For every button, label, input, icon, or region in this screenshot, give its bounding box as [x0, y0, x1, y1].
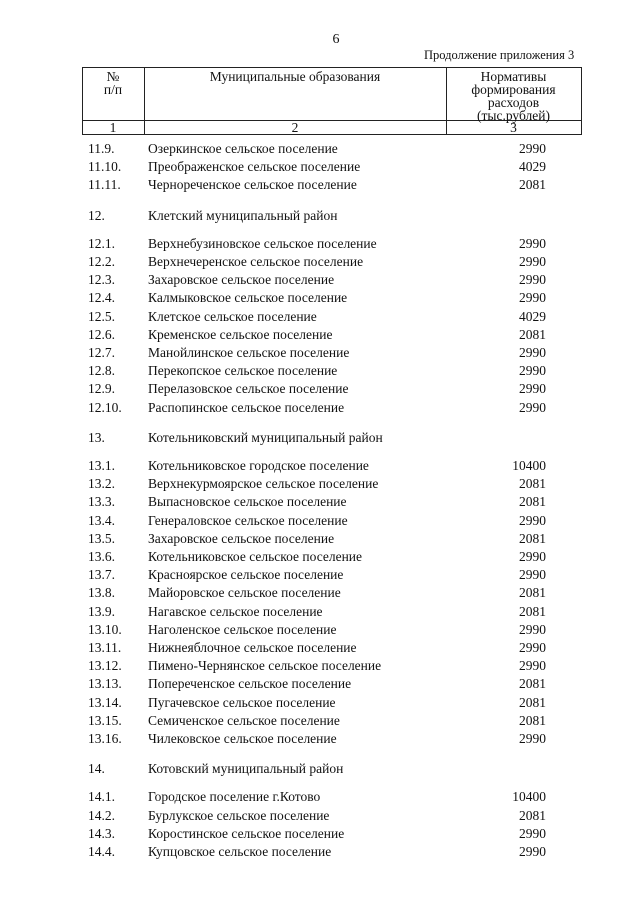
row-number: 13.8.	[88, 585, 115, 601]
municipality-name: Городское поселение г.Котово	[148, 789, 321, 805]
table-row	[0, 475, 640, 493]
municipality-name: Нагавское сельское поселение	[148, 603, 323, 619]
norm-value: 2990	[519, 567, 546, 583]
row-number: 13.14.	[88, 694, 122, 710]
district-row	[0, 760, 640, 778]
norm-value: 2990	[519, 272, 546, 288]
municipality-name: Калмыковское сельское поселение	[148, 290, 348, 306]
norm-value: 4029	[519, 159, 546, 175]
row-number: 12.2.	[88, 254, 115, 269]
row-number: 12.3.	[88, 272, 115, 288]
table-row	[0, 566, 640, 584]
norm-value: 2990	[519, 290, 546, 306]
table-row	[0, 530, 640, 548]
table-row	[0, 712, 640, 730]
row-number: 13.7.	[88, 567, 115, 583]
table-row	[0, 694, 640, 712]
norm-value: 2081	[519, 326, 546, 342]
municipality-name: Купцовское сельское поселение	[148, 844, 332, 859]
row-number: 11.9.	[88, 141, 115, 156]
row-number: 13.	[88, 429, 105, 445]
norm-value: 2990	[519, 363, 546, 379]
district-name: Клетский муниципальный район	[148, 207, 338, 223]
district-name: Котовский муниципальный район	[148, 761, 344, 777]
row-number: 14.3.	[88, 825, 115, 841]
municipality-name: Котельниковское сельское поселение	[148, 549, 363, 564]
row-number: 13.13.	[88, 676, 122, 692]
page-number: 6	[332, 32, 340, 47]
norm-value: 2990	[519, 345, 546, 360]
table-row	[0, 176, 640, 194]
table-row	[0, 253, 640, 271]
norm-value: 2081	[519, 494, 546, 510]
norm-value: 2990	[519, 381, 546, 397]
district-name: Котельниковский муниципальный район	[148, 429, 383, 445]
table-row	[0, 235, 640, 253]
norm-value: 2990	[519, 235, 546, 251]
table-right-border	[581, 67, 582, 134]
row-number: 12.1.	[88, 235, 115, 251]
norm-value: 2081	[519, 530, 546, 546]
table-row	[0, 289, 640, 307]
table-row	[0, 603, 640, 621]
header-norm-line: (тыс.рублей)	[477, 108, 550, 123]
row-number: 14.4.	[88, 844, 115, 859]
norm-value: 2990	[519, 658, 546, 674]
header-norm-line: расходов	[487, 95, 540, 110]
municipality-name: Преображенское сельское поселение	[148, 159, 361, 175]
row-number: 13.12.	[88, 658, 122, 674]
norm-value: 2990	[519, 844, 546, 859]
municipality-name: Нижнеяблочное сельское поселение	[148, 640, 357, 655]
column-index-3: 3	[510, 120, 517, 135]
municipality-name: Перекопское сельское поселение	[148, 363, 338, 379]
table-row	[0, 326, 640, 344]
row-number: 12.8.	[88, 363, 115, 379]
table-row	[0, 271, 640, 289]
header-norm-line: формирования	[471, 82, 556, 97]
norm-value: 2990	[519, 141, 546, 156]
norm-value: 2990	[519, 399, 546, 415]
row-number: 13.3.	[88, 494, 115, 510]
row-number: 12.4.	[88, 290, 115, 306]
municipality-name: Перелазовское сельское поселение	[148, 381, 349, 397]
table-row	[0, 140, 640, 158]
table-row	[0, 493, 640, 511]
municipality-name: Клетское сельское поселение	[148, 308, 317, 324]
row-number: 13.11.	[88, 640, 122, 655]
municipality-name: Наголенское сельское поселение	[148, 621, 337, 637]
municipality-name: Верхнекурмоярское сельское поселение	[148, 476, 379, 492]
municipality-name: Семиченское сельское поселение	[148, 712, 340, 728]
municipality-name: Распопинское сельское поселение	[148, 399, 345, 415]
table-row	[0, 584, 640, 602]
district-row	[0, 207, 640, 225]
municipality-name: Котельниковское городское поселение	[148, 458, 369, 473]
table-row	[0, 380, 640, 398]
continuation-label: Продолжение приложения 3	[424, 48, 575, 62]
municipality-name: Кременское сельское поселение	[148, 326, 333, 342]
row-number: 13.10.	[88, 621, 122, 637]
municipality-name: Захаровское сельское поселение	[148, 530, 335, 546]
row-number: 14.1.	[88, 789, 115, 805]
table-row	[0, 512, 640, 530]
municipality-name: Чернореченское сельское поселение	[148, 177, 357, 193]
column-index-1: 1	[109, 120, 117, 135]
norm-value: 2081	[519, 177, 546, 193]
table-row	[0, 675, 640, 693]
table-row	[0, 457, 640, 475]
municipality-name: Верхнебузиновское сельское поселение	[148, 235, 377, 251]
table-header-bottom-border	[82, 134, 582, 135]
row-number: 13.1.	[88, 458, 115, 473]
municipality-name: Пимено-Чернянское сельское поселение	[148, 658, 382, 674]
municipality-name: Озеркинское сельское поселение	[148, 141, 338, 156]
row-number: 13.2.	[88, 476, 115, 492]
table-row	[0, 657, 640, 675]
table-row	[0, 344, 640, 362]
header-number-line: п/п	[103, 82, 123, 97]
norm-value: 2081	[519, 807, 546, 823]
table-row	[0, 621, 640, 639]
table-row	[0, 548, 640, 566]
row-number: 12.6.	[88, 326, 115, 342]
row-number: 11.10.	[88, 159, 122, 175]
row-number: 13.9.	[88, 603, 115, 619]
table-row	[0, 639, 640, 657]
table-row	[0, 825, 640, 843]
table-row	[0, 807, 640, 825]
municipality-name: Коростинское сельское поселение	[148, 825, 345, 841]
column-index-2: 2	[291, 120, 299, 135]
row-number: 12.10.	[88, 399, 122, 415]
norm-value: 2081	[519, 676, 546, 692]
district-row	[0, 429, 640, 447]
row-number: 13.6.	[88, 549, 115, 564]
row-number: 13.5.	[88, 530, 115, 546]
municipality-name: Попереченское сельское поселение	[148, 676, 352, 692]
table-row	[0, 788, 640, 806]
municipality-name: Бурлукское сельское поселение	[148, 807, 330, 823]
norm-value: 2081	[519, 603, 546, 619]
norm-value: 2990	[519, 549, 546, 564]
municipality-name: Верхнечеренское сельское поселение	[148, 254, 364, 269]
table-row	[0, 399, 640, 417]
municipality-name: Красноярское сельское поселение	[148, 567, 344, 583]
header-name-text: Муниципальные образования	[209, 69, 381, 84]
header-norm	[446, 70, 581, 122]
norm-value: 2081	[519, 476, 546, 492]
row-number: 12.9.	[88, 381, 115, 397]
row-number: 14.	[88, 761, 105, 777]
norm-value: 2990	[519, 254, 546, 269]
table-top-border	[82, 67, 582, 68]
table-row	[0, 362, 640, 380]
municipality-name: Чилековское сельское поселение	[148, 731, 337, 746]
norm-value: 10400	[512, 789, 546, 805]
norm-value: 2990	[519, 731, 546, 746]
row-number: 13.15.	[88, 712, 122, 728]
table-row	[0, 843, 640, 861]
municipality-name: Захаровское сельское поселение	[148, 272, 335, 288]
norm-value: 10400	[512, 458, 546, 473]
norm-value: 2990	[519, 512, 546, 528]
municipality-name: Майоровское сельское поселение	[148, 585, 341, 601]
municipality-name: Манойлинское сельское поселение	[148, 345, 350, 360]
row-number: 14.2.	[88, 807, 115, 823]
header-number	[82, 70, 144, 96]
row-number: 11.11.	[88, 177, 121, 193]
row-number: 12.	[88, 207, 105, 223]
row-number: 13.16.	[88, 731, 122, 746]
municipality-name: Пугачевское сельское поселение	[148, 694, 336, 710]
norm-value: 4029	[519, 308, 546, 324]
norm-value: 2990	[519, 825, 546, 841]
row-number: 13.4.	[88, 512, 115, 528]
header-name	[144, 70, 446, 83]
norm-value: 2081	[519, 585, 546, 601]
norm-value: 2081	[519, 712, 546, 728]
norm-value: 2081	[519, 694, 546, 710]
table-row	[0, 730, 640, 748]
norm-value: 2990	[519, 621, 546, 637]
header-number-line: №	[106, 69, 120, 84]
row-number: 12.5.	[88, 308, 115, 324]
norm-value: 2990	[519, 640, 546, 655]
municipality-name: Выпасновское сельское поселение	[148, 494, 347, 510]
table-row	[0, 308, 640, 326]
table-row	[0, 158, 640, 176]
header-norm-line: Нормативы	[480, 69, 547, 84]
row-number: 12.7.	[88, 345, 115, 360]
municipality-name: Генераловское сельское поселение	[148, 512, 348, 528]
